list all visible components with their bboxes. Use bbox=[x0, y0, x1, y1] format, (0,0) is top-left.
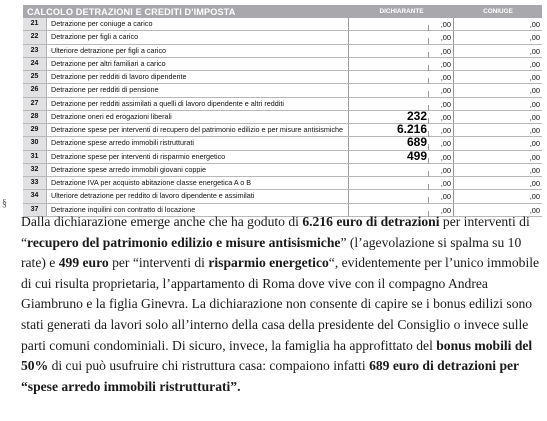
coniuge-decimals: ,00 bbox=[529, 152, 540, 162]
decimal-separator-tick bbox=[428, 105, 429, 111]
article-text: per “interventi di bbox=[108, 255, 209, 271]
dichiarante-amount-cell bbox=[349, 18, 454, 30]
coniuge-decimals: ,00 bbox=[529, 192, 540, 202]
row-description: Detrazione spese arredo immobili giovani coppie bbox=[47, 164, 349, 176]
table-row bbox=[23, 137, 542, 150]
row-description: Detrazione per redditi di lavoro dipendente bbox=[47, 71, 349, 83]
coniuge-decimals: ,00 bbox=[529, 73, 540, 82]
dichiarante-amount-cell bbox=[349, 58, 454, 70]
coniuge-decimals: ,00 bbox=[529, 86, 540, 96]
decimal-separator-tick bbox=[428, 38, 429, 44]
table-row bbox=[23, 177, 542, 190]
coniuge-amount-cell bbox=[454, 84, 542, 96]
decimal-separator-tick bbox=[428, 25, 429, 31]
table-row bbox=[23, 108, 542, 124]
coniuge-decimals: ,00 bbox=[529, 99, 540, 109]
row-description: Detrazione IVA per acquisto abitazione classe energetica A o B bbox=[47, 177, 349, 189]
row-description: Detrazione per redditi di pensione bbox=[47, 84, 349, 96]
coniuge-amount-cell bbox=[454, 111, 542, 123]
coniuge-decimals: ,00 bbox=[529, 59, 540, 69]
coniuge-amount-cell bbox=[454, 45, 542, 57]
column-header-dichiarante: DICHIARANTE bbox=[379, 8, 424, 15]
coniuge-amount-cell bbox=[454, 164, 542, 176]
row-description: Detrazione oneri ed erogazioni liberali bbox=[47, 111, 349, 123]
row-description: Detrazione spese per interventi di recupero del patrimonio edilizio e per misure antisismiche bbox=[47, 124, 349, 136]
dichiarante-decimals: ,00 bbox=[440, 59, 451, 69]
column-header-coniuge: CONIUGE bbox=[483, 8, 513, 15]
article-text: Dalla dichiarazione emerge anche che ha goduto di bbox=[21, 214, 303, 229]
dichiarante-amount-cell bbox=[349, 137, 454, 149]
row-description: Detrazione per coniuge a carico bbox=[47, 18, 349, 30]
dichiarante-decimals: ,00 bbox=[440, 73, 451, 82]
coniuge-amount-cell bbox=[454, 177, 542, 189]
table-body bbox=[23, 18, 542, 217]
coniuge-amount-cell bbox=[454, 137, 542, 149]
decimal-separator-tick bbox=[428, 118, 429, 124]
decimal-separator-tick bbox=[428, 158, 429, 164]
article-paragraph bbox=[21, 212, 541, 397]
dichiarante-decimals: ,00 bbox=[440, 179, 451, 188]
row-number: 26 bbox=[23, 84, 47, 96]
row-number: 23 bbox=[23, 45, 47, 57]
row-number: 29 bbox=[23, 124, 47, 136]
dichiarante-decimals: ,00 bbox=[440, 152, 451, 162]
article-bold-text: 499 euro bbox=[58, 255, 109, 271]
coniuge-decimals: ,00 bbox=[529, 33, 540, 43]
row-description: Detrazione per redditi assimilati a quelli di lavoro dipendente e altri redditi bbox=[47, 98, 349, 110]
article-text: per interventi di “ bbox=[21, 214, 530, 250]
dichiarante-amount: 689 bbox=[406, 135, 427, 150]
dichiarante-decimals: ,00 bbox=[440, 205, 451, 215]
dichiarante-amount-cell bbox=[349, 31, 454, 43]
coniuge-amount-cell bbox=[454, 71, 542, 83]
dichiarante-amount-cell bbox=[349, 124, 454, 136]
dichiarante-decimals: ,00 bbox=[440, 33, 451, 43]
table-row bbox=[23, 190, 542, 203]
article-bold-text: 6.216 euro di detrazioni bbox=[302, 214, 440, 229]
coniuge-amount-cell bbox=[454, 58, 542, 70]
article-bold-text: bonus mobili del 50% bbox=[21, 337, 533, 374]
coniuge-decimals: ,00 bbox=[529, 179, 540, 188]
table-row bbox=[23, 45, 542, 58]
row-description: Detrazione per altri familiari a carico bbox=[47, 58, 349, 70]
dichiarante-amount-cell bbox=[349, 84, 454, 96]
coniuge-amount-cell bbox=[454, 98, 542, 110]
row-number: 27 bbox=[23, 98, 47, 110]
dichiarante-decimals: ,00 bbox=[440, 20, 451, 29]
dichiarante-amount-cell bbox=[349, 190, 454, 202]
coniuge-decimals: ,00 bbox=[529, 126, 540, 135]
row-number: 28 bbox=[23, 111, 47, 123]
coniuge-amount-cell bbox=[454, 151, 542, 163]
table-title: CALCOLO DETRAZIONI E CREDITI D'IMPOSTA bbox=[27, 6, 236, 17]
table-row bbox=[23, 98, 542, 111]
decimal-separator-tick bbox=[428, 91, 429, 97]
dichiarante-amount-cell bbox=[349, 177, 454, 189]
row-number: 22 bbox=[23, 31, 47, 43]
dichiarante-decimals: ,00 bbox=[440, 126, 451, 135]
decimal-separator-tick bbox=[428, 65, 429, 71]
table-row bbox=[23, 71, 542, 84]
coniuge-amount-cell bbox=[454, 190, 542, 202]
article-text: ” (l’agevolazione si spalma su 10 rate) e bbox=[21, 234, 522, 271]
row-description: Detrazione spese per interventi di risparmio energetico bbox=[47, 151, 349, 163]
dichiarante-decimals: ,00 bbox=[440, 46, 451, 56]
table-row bbox=[23, 124, 542, 137]
row-description: Ulteriore detrazione per reddito di lavoro dipendente e assimilati bbox=[47, 190, 349, 202]
table-row bbox=[23, 58, 542, 71]
row-number: 30 bbox=[23, 137, 47, 149]
table-row bbox=[23, 84, 542, 97]
coniuge-decimals: ,00 bbox=[529, 165, 540, 175]
row-number: 37 bbox=[23, 204, 47, 216]
row-number: 25 bbox=[23, 71, 47, 83]
row-description: Detrazione inquilini con contratto di locazione bbox=[47, 204, 349, 216]
dichiarante-decimals: ,00 bbox=[440, 86, 451, 96]
decimal-separator-tick bbox=[428, 184, 429, 190]
coniuge-decimals: ,00 bbox=[529, 46, 540, 56]
dichiarante-decimals: ,00 bbox=[440, 165, 451, 175]
row-number: 24 bbox=[23, 58, 47, 70]
row-number: 34 bbox=[23, 190, 47, 202]
row-description: Detrazione spese arredo immobili ristrutturati bbox=[47, 137, 349, 149]
coniuge-amount-cell bbox=[454, 31, 542, 43]
dichiarante-amount: 6.216 bbox=[396, 122, 427, 136]
dichiarante-amount: 232 bbox=[406, 108, 427, 123]
table-row bbox=[23, 18, 542, 31]
coniuge-amount-cell bbox=[454, 124, 542, 136]
dichiarante-amount: 499 bbox=[406, 148, 427, 163]
dichiarante-amount-cell bbox=[349, 71, 454, 83]
article-bold-text: 689 euro di detrazioni per “spese arredo immobili ristrutturati”. bbox=[21, 358, 519, 394]
table-row bbox=[23, 148, 542, 164]
table-header bbox=[23, 5, 542, 18]
tax-deductions-table bbox=[23, 5, 542, 217]
dichiarante-amount-cell bbox=[349, 148, 454, 163]
corner-mark: § bbox=[2, 198, 7, 209]
article-bold-text: risparmio energetico bbox=[208, 255, 329, 271]
coniuge-amount-cell bbox=[454, 18, 542, 30]
table-row bbox=[23, 164, 542, 177]
row-number: 31 bbox=[23, 151, 47, 163]
row-number: 32 bbox=[23, 164, 47, 176]
row-number: 33 bbox=[23, 177, 47, 189]
decimal-separator-tick bbox=[428, 131, 429, 137]
row-description: Ulteriore detrazione per figli a carico bbox=[47, 45, 349, 57]
coniuge-decimals: ,00 bbox=[529, 112, 540, 122]
article-text: di cui può usufruire chi ristruttura casa: compaiono infatti bbox=[48, 358, 370, 374]
row-number: 21 bbox=[23, 18, 47, 30]
decimal-separator-tick bbox=[428, 144, 429, 150]
dichiarante-amount-cell bbox=[349, 45, 454, 57]
coniuge-decimals: ,00 bbox=[529, 20, 540, 29]
decimal-separator-tick bbox=[428, 78, 429, 84]
dichiarante-amount-cell bbox=[349, 98, 454, 110]
coniuge-decimals: ,00 bbox=[529, 205, 540, 215]
dichiarante-decimals: ,00 bbox=[440, 192, 451, 202]
dichiarante-decimals: ,00 bbox=[440, 112, 451, 122]
decimal-separator-tick bbox=[428, 171, 429, 177]
decimal-separator-tick bbox=[428, 52, 429, 58]
dichiarante-decimals: ,00 bbox=[440, 99, 451, 109]
article-bold-text: recupero del patrimonio edilizio e misure antisismiche bbox=[27, 234, 341, 250]
dichiarante-amount-cell bbox=[349, 164, 454, 176]
dichiarante-decimals: ,00 bbox=[440, 139, 451, 149]
article-text: “, evidentemente per l’unico immobile di cui risulta proprietaria, l’appartamento di Roma dove vive con il compagno Andrea Giambruno e la figlia Ginevra. La dichiarazione non consente di capire se i bonus edilizi sono stati generati da lavori solo all’interno della casa della presidente del Consiglio o invece sulle parti comuni condominiali. Di sicuro, invece, la famiglia ha approfittato del bbox=[21, 255, 540, 353]
coniuge-decimals: ,00 bbox=[529, 139, 540, 149]
row-description: Detrazione per figli a carico bbox=[47, 31, 349, 43]
decimal-separator-tick bbox=[428, 197, 429, 203]
table-row bbox=[23, 31, 542, 44]
